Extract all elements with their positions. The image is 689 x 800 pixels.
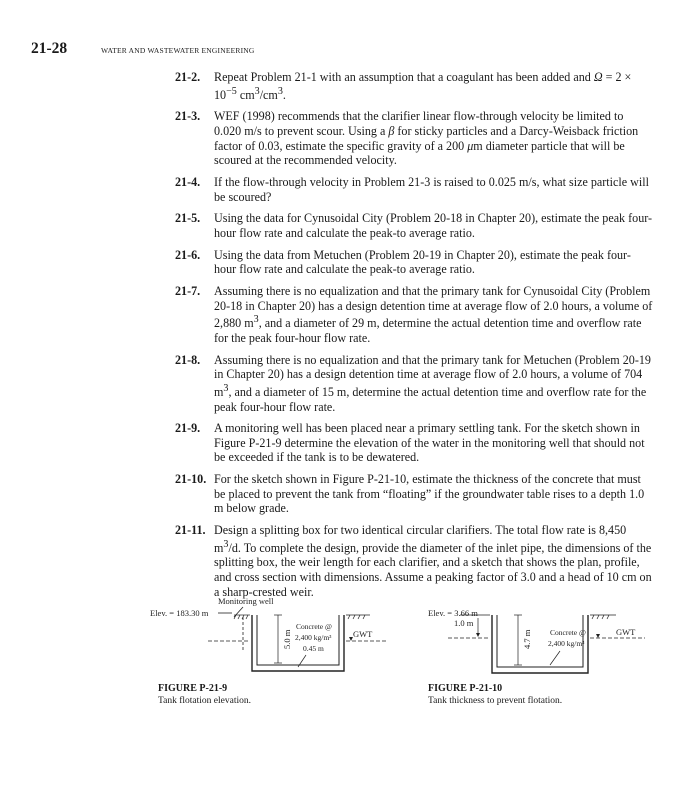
- problem-number: 21-7.: [175, 284, 201, 299]
- problem-text: WEF (1998) recommends that the clarifier linear flow-through velocity be limited to 0.020 m/s to prevent scour. Using a β for sticky particles and a Darcy-Weisback friction factor of 0.03, estimate the specific gravity of a 200 μm diameter particle that will be scoured at the recommended velocity.: [214, 109, 639, 168]
- problem-number: 21-2.: [175, 70, 201, 84]
- problem-item: [175, 353, 653, 414]
- concrete-label: Concrete @: [550, 628, 586, 637]
- elevation-label: Elev. = 183.30 m: [150, 608, 209, 618]
- problem-text: Repeat Problem 21-1 with an assumption that a coagulant has been added and $\Omega = 2 \times 10^{-5}$ $cm^3/cm^3$.: [214, 70, 632, 102]
- problem-number: 21-4.: [175, 174, 201, 189]
- figure-p21-9-caption: Tank flotation elevation.: [158, 696, 251, 706]
- problem-item: [175, 70, 653, 102]
- problem-list: [175, 70, 653, 606]
- problem-item: [175, 284, 653, 345]
- gwt-label: GWT: [353, 629, 373, 639]
- concrete-density-label: 2,400 kg/m³: [295, 633, 332, 642]
- page-number: 21-28: [31, 40, 68, 57]
- problem-item: [175, 472, 653, 516]
- problem-text: If the flow-through velocity in Problem 21-3 is raised to 0.025 m/s, what size particle will be scoured?: [214, 174, 649, 204]
- problem-number: 21-6.: [175, 247, 201, 262]
- running-title: WATER AND WASTEWATER ENGINEERING: [101, 46, 255, 55]
- problem-item: [175, 211, 653, 240]
- concrete-density-label: 2,400 kg/m³: [548, 639, 585, 648]
- elevation-label: Elev. = 3.66 m: [428, 608, 478, 618]
- monitoring-well-label: Monitoring well: [218, 596, 274, 606]
- depth-label: 4.7 m: [522, 629, 532, 649]
- problem-number: 21-10.: [175, 472, 207, 487]
- problem-text: Using the data from Metuchen (Problem 20-19 in Chapter 20), estimate the peak four-hour flow rate and calculate the peak-to average ratio.: [214, 247, 631, 277]
- figure-p21-10-caption: Tank thickness to prevent flotation.: [428, 696, 563, 706]
- figure-p21-9: [148, 593, 398, 713]
- monitoring-well-arrow: [234, 607, 243, 617]
- problem-item: [175, 523, 653, 599]
- gwt-label: GWT: [616, 627, 636, 637]
- problem-item: [175, 421, 653, 465]
- problem-number: 21-5.: [175, 211, 201, 226]
- problem-text: A monitoring well has been placed near a primary settling tank. For the sketch shown in Figure P-21-9 determine the elevation of the water in the monitoring well that should not be exceeded if the tank is to be dewatered.: [214, 421, 645, 465]
- problem-item: [175, 109, 653, 167]
- problem-text: Assuming there is no equalization and that the primary tank for Cynusoidal City (Problem 20-18 in Chapter 20) has a design detention time at average flow of 2.0 hours, a volume of 2,880 $m^3$, and a diameter of 29 m, determine the actual detention time and overflow rate for the peak four-hour flow rate.: [214, 284, 653, 345]
- figure-p21-10-title: FIGURE P-21-10: [428, 683, 503, 694]
- figure-p21-10-sketch: [420, 593, 660, 683]
- problem-number: 21-3.: [175, 109, 201, 124]
- ground-hatch-right: [346, 615, 370, 619]
- problem-item: [175, 175, 653, 204]
- problem-number: 21-11.: [175, 523, 206, 538]
- problem-number: 21-9.: [175, 421, 201, 436]
- ground-hatch: [460, 615, 616, 619]
- figure-p21-10: [420, 593, 660, 713]
- depth-label: 5.0 m: [282, 629, 292, 649]
- ground-hatch-left: [234, 615, 250, 619]
- figure-p21-9-sketch: [148, 593, 398, 683]
- problem-number: 21-8.: [175, 352, 201, 367]
- concrete-label: Concrete @: [296, 622, 332, 631]
- problem-text: Using the data for Cynusoidal City (Problem 20-18 in Chapter 20), estimate the peak four-hour flow rate and calculate the peak-to average ratio.: [214, 211, 653, 240]
- problem-item: [175, 248, 653, 277]
- grade-depth-label: 1.0 m: [454, 618, 474, 628]
- page-header: [31, 40, 671, 60]
- problem-text: Design a splitting box for two identical circular clarifiers. The total flow rate is 8,450 $m^3/d$. To complete the design, provide the diameter of the inlet pipe, the dimensions of the splitting box, the weir length for each clarifier, and a sketch that shows the plan, profile, and cross section with dimensions. Assume a peaking factor of 3.0 and a head of 10 cm on a sharp-crested weir.: [214, 523, 652, 599]
- figure-p21-9-title: FIGURE P-21-9: [158, 683, 228, 694]
- problem-text: For the sketch shown in Figure P-21-10, estimate the thickness of the concrete that must be placed to prevent the tank from “floating” if the groundwater table rises to a depth 1.0 m below grade.: [214, 472, 645, 516]
- thickness-label: 0.45 m: [303, 644, 324, 653]
- problem-text: Assuming there is no equalization and that the primary tank for Metuchen (Problem 20-19 in Chapter 20) has a design detention time at average flow of 2.0 hours, a volume of 704 $m^3$, and a diameter of 15 m, determine the actual detention time and overflow rate for the peak four-hour flow rate.: [214, 352, 651, 414]
